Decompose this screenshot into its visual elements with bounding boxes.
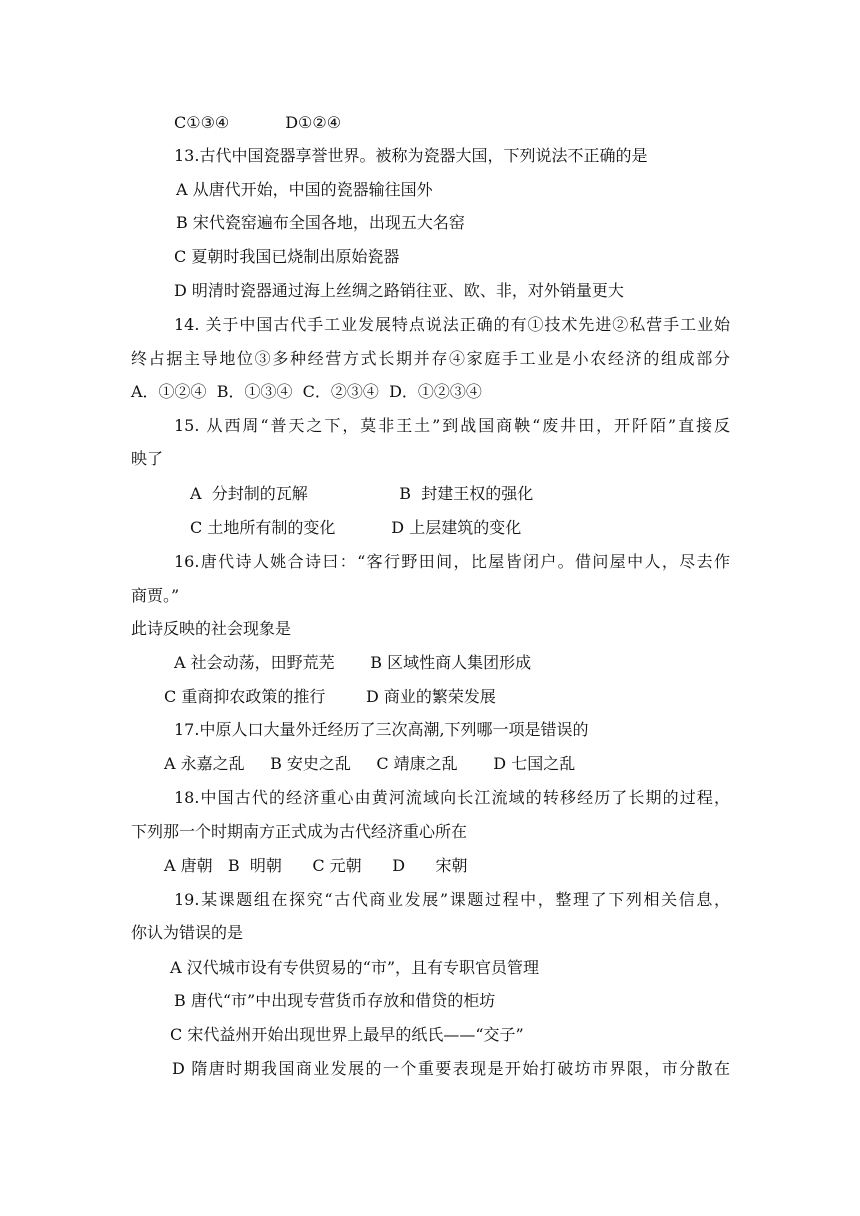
q14-question-line2: 终占据主导地位③多种经营方式长期并存④家庭手工业是小农经济的组成部分 <box>131 349 730 368</box>
q14-question-line1: 14. 关于中国古代手工业发展特点说法正确的有①技术先进②私营手工业始 <box>174 315 730 334</box>
q19-option-a: A 汉代城市设有专供贸易的“市”，且有专职官员管理 <box>170 958 540 977</box>
q15-options-ab: A 分封制的瓦解 B 封建王权的强化 <box>190 484 534 503</box>
q16-question-line2: 商贾。” <box>131 586 180 605</box>
q15-options-cd: C 土地所有制的变化 D 上层建筑的变化 <box>190 518 522 537</box>
q13-option-b: B 宋代瓷窑遍布全国各地，出现五大名窑 <box>176 213 465 232</box>
q14-options: A．①②④ B．①③④ C．②③④ D．①②③④ <box>131 382 482 401</box>
q18-question-line2: 下列那一个时期南方正式成为古代经济重心所在 <box>131 822 468 841</box>
q18-question-line1: 18.中国古代的经济重心由黄河流域向长江流域的转移经历了长期的过程， <box>174 788 730 807</box>
q19-option-c: C 宋代益州开始出现世界上最早的纸氏——“交子” <box>170 1025 524 1044</box>
q15-question-line1: 15. 从西周“普天之下，莫非王土”到战国商鞅“废井田，开阡陌”直接反 <box>174 416 730 435</box>
q19-option-d: D 隋唐时期我国商业发展的一个重要表现是开始打破坊市界限，市分散在 <box>172 1059 730 1078</box>
q13-question: 13.古代中国瓷器享誉世界。被称为瓷器大国，下列说法不正确的是 <box>174 146 648 165</box>
q13-option-d: D 明清时瓷器通过海上丝绸之路销往亚、欧、非，对外销量更大 <box>174 281 624 300</box>
q19-question-line1: 19.某课题组在探究“古代商业发展”课题过程中，整理了下列相关信息， <box>174 890 730 909</box>
q18-options: A 唐朝 B 明朝 C 元朝 D 宋朝 <box>164 856 468 875</box>
q17-options: A 永嘉之乱 B 安史之乱 C 靖康之乱 D 七国之乱 <box>164 754 576 773</box>
q13-option-a: A 从唐代开始，中国的瓷器输往国外 <box>176 180 433 199</box>
q15-question-line2: 映了 <box>131 449 164 468</box>
q19-question-line2: 你认为错误的是 <box>131 923 244 942</box>
q12-options-cd: C①③④ D①②④ <box>174 113 342 132</box>
q16-prompt: 此诗反映的社会现象是 <box>131 619 292 638</box>
q13-option-c: C 夏朝时我国已烧制出原始瓷器 <box>174 247 400 266</box>
q16-options-cd: C 重商抑农政策的推行 D 商业的繁荣发展 <box>164 687 496 706</box>
q17-question: 17.中原人口大量外迁经历了三次高潮,下列哪一项是错误的 <box>174 720 589 739</box>
q16-question-line1: 16.唐代诗人姚合诗曰：“客行野田间，比屋皆闭户。借问屋中人，尽去作 <box>174 552 730 571</box>
q19-option-b: B 唐代“市”中出现专营货币存放和借贷的柜坊 <box>174 991 496 1010</box>
q16-options-ab: A 社会动荡，田野荒芜 B 区域性商人集团形成 <box>174 653 532 672</box>
